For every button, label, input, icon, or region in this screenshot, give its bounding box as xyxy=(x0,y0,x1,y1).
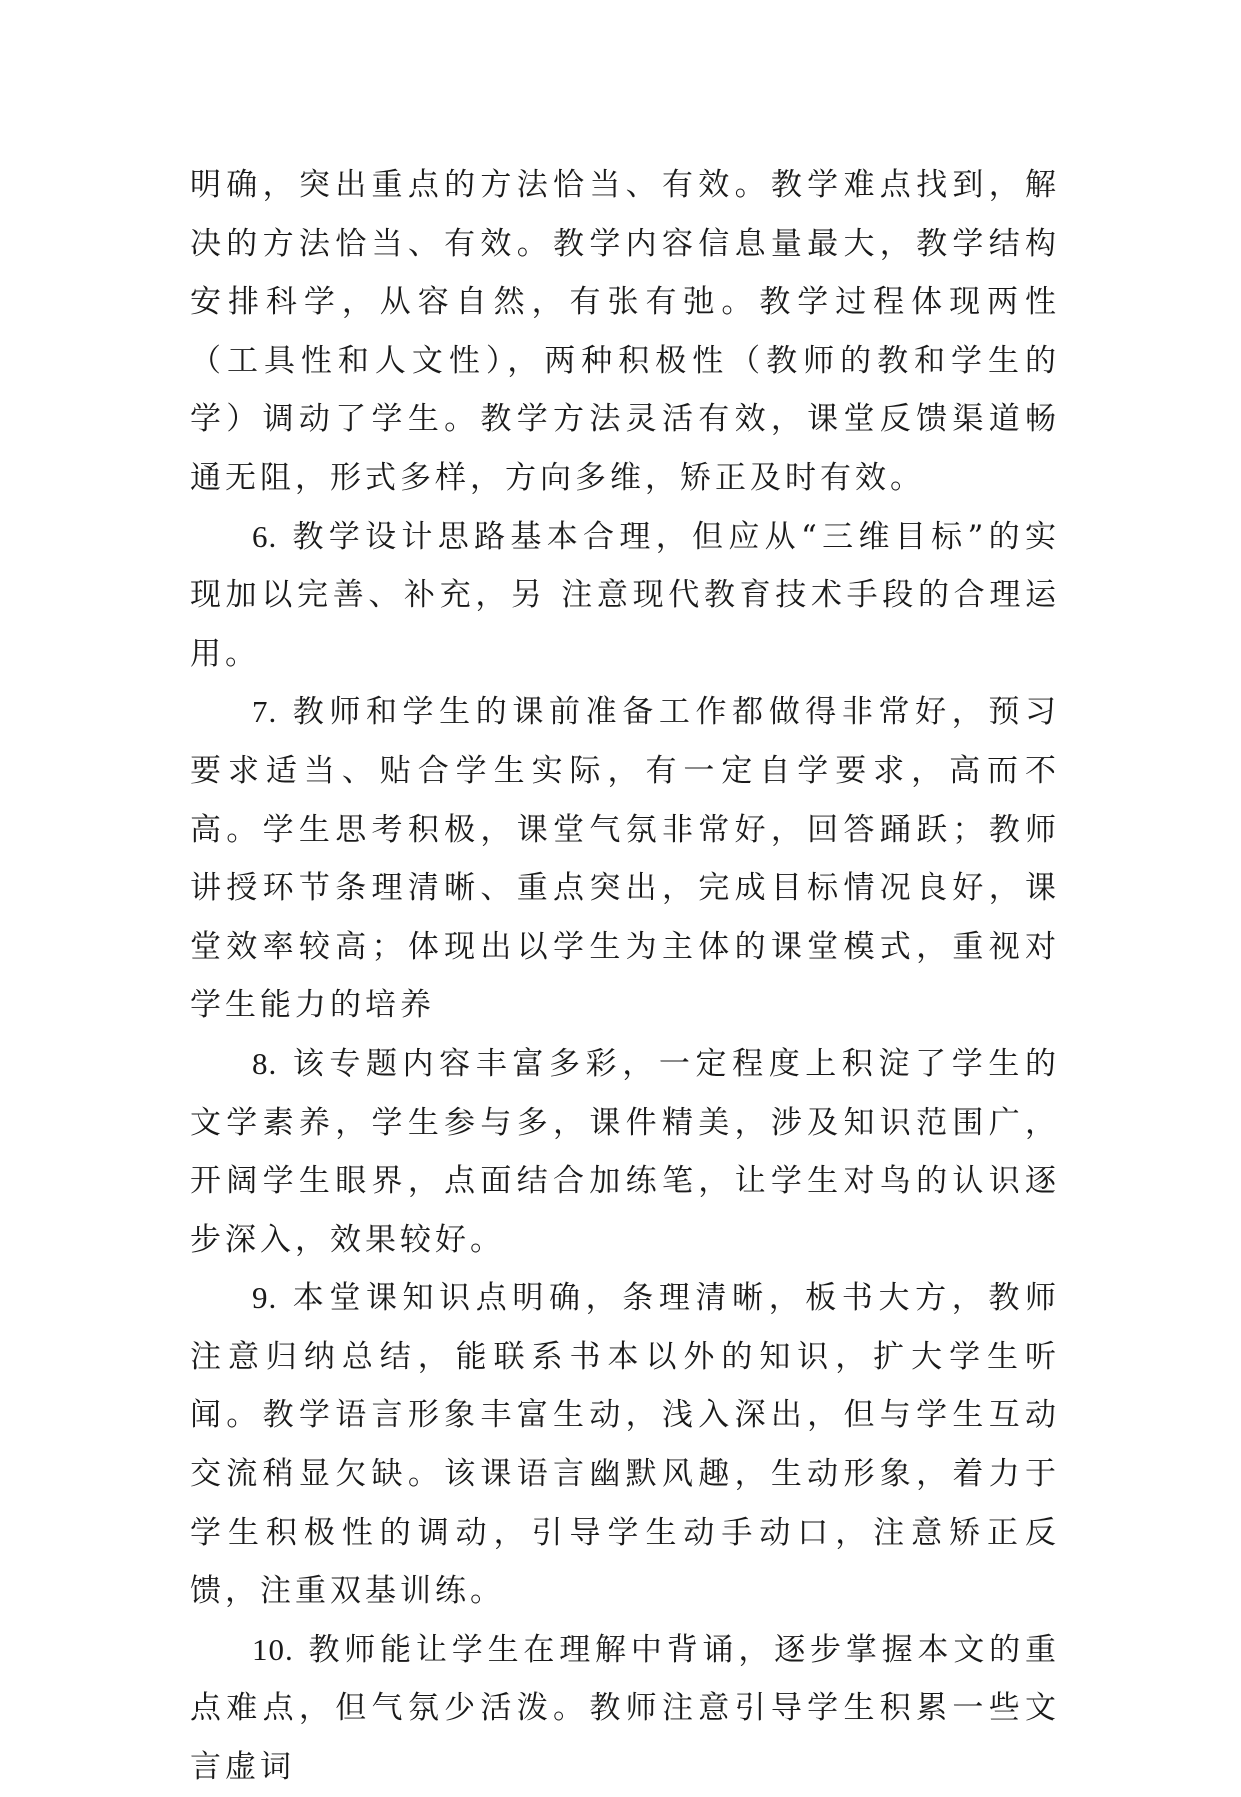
paragraph-7 xyxy=(190,683,1060,1035)
paragraph-number: 6. xyxy=(252,518,278,554)
paragraph-text: 教师能让学生在理解中背诵，逐步掌握本文的重点难点，但气氛少活泼。教师注意引导学生积累一些文言虚词 xyxy=(190,1631,1060,1786)
paragraph-6 xyxy=(190,508,1060,684)
document-page xyxy=(190,156,1060,1797)
paragraph-number: 9. xyxy=(252,1280,278,1316)
paragraph-text: 教学设计思路基本合理，但应从“三维目标”的实现加以完善、补充，另 注意现代教育技术手段的合理运用。 xyxy=(190,518,1060,672)
paragraph-number: 8. xyxy=(252,1045,278,1081)
paragraph-text: 该专题内容丰富多彩，一定程度上积淀了学生的文学素养，学生参与多，课件精美，涉及知识范围广，开阔学生眼界，点面结合加练笔，让学生对鸟的认识逐步深入，效果较好。 xyxy=(190,1045,1060,1258)
paragraph-text: 本堂课知识点明确，条理清晰，板书大方，教师注意归纳总结，能联系书本以外的知识，扩大学生听闻。教学语言形象丰富生动，浅入深出，但与学生互动交流稍显欠缺。该课语言幽默风趣，生动形象，着力于学生积极性的调动，引导学生动手动口，注意矫正反馈，注重双基训练。 xyxy=(190,1280,1060,1610)
paragraph-number: 10. xyxy=(252,1631,294,1667)
paragraph-continuation xyxy=(190,156,1060,508)
paragraph-9 xyxy=(190,1269,1060,1621)
paragraph-8 xyxy=(190,1035,1060,1269)
paragraph-number: 7. xyxy=(252,694,278,730)
paragraph-text: 教师和学生的课前准备工作都做得非常好，预习要求适当、贴合学生实际，有一定自学要求，高而不高。学生思考积极，课堂气氛非常好，回答踊跃；教师讲授环节条理清晰、重点突出，完成目标情况良好，课堂效率较高；体现出以学生为主体的课堂模式，重视对学生能力的培养 xyxy=(190,694,1060,1024)
paragraph-text: 明确，突出重点的方法恰当、有效。教学难点找到，解决的方法恰当、有效。教学内容信息量最大，教学结构安排科学，从容自然，有张有弛。教学过程体现两性（工具性和人文性），两种积极性（教师的教和学生的学）调动了学生。教学方法灵活有效，课堂反馈渠道畅通无阻，形式多样，方向多维，矫正及时有效。 xyxy=(190,167,1060,496)
paragraph-10 xyxy=(190,1621,1060,1797)
